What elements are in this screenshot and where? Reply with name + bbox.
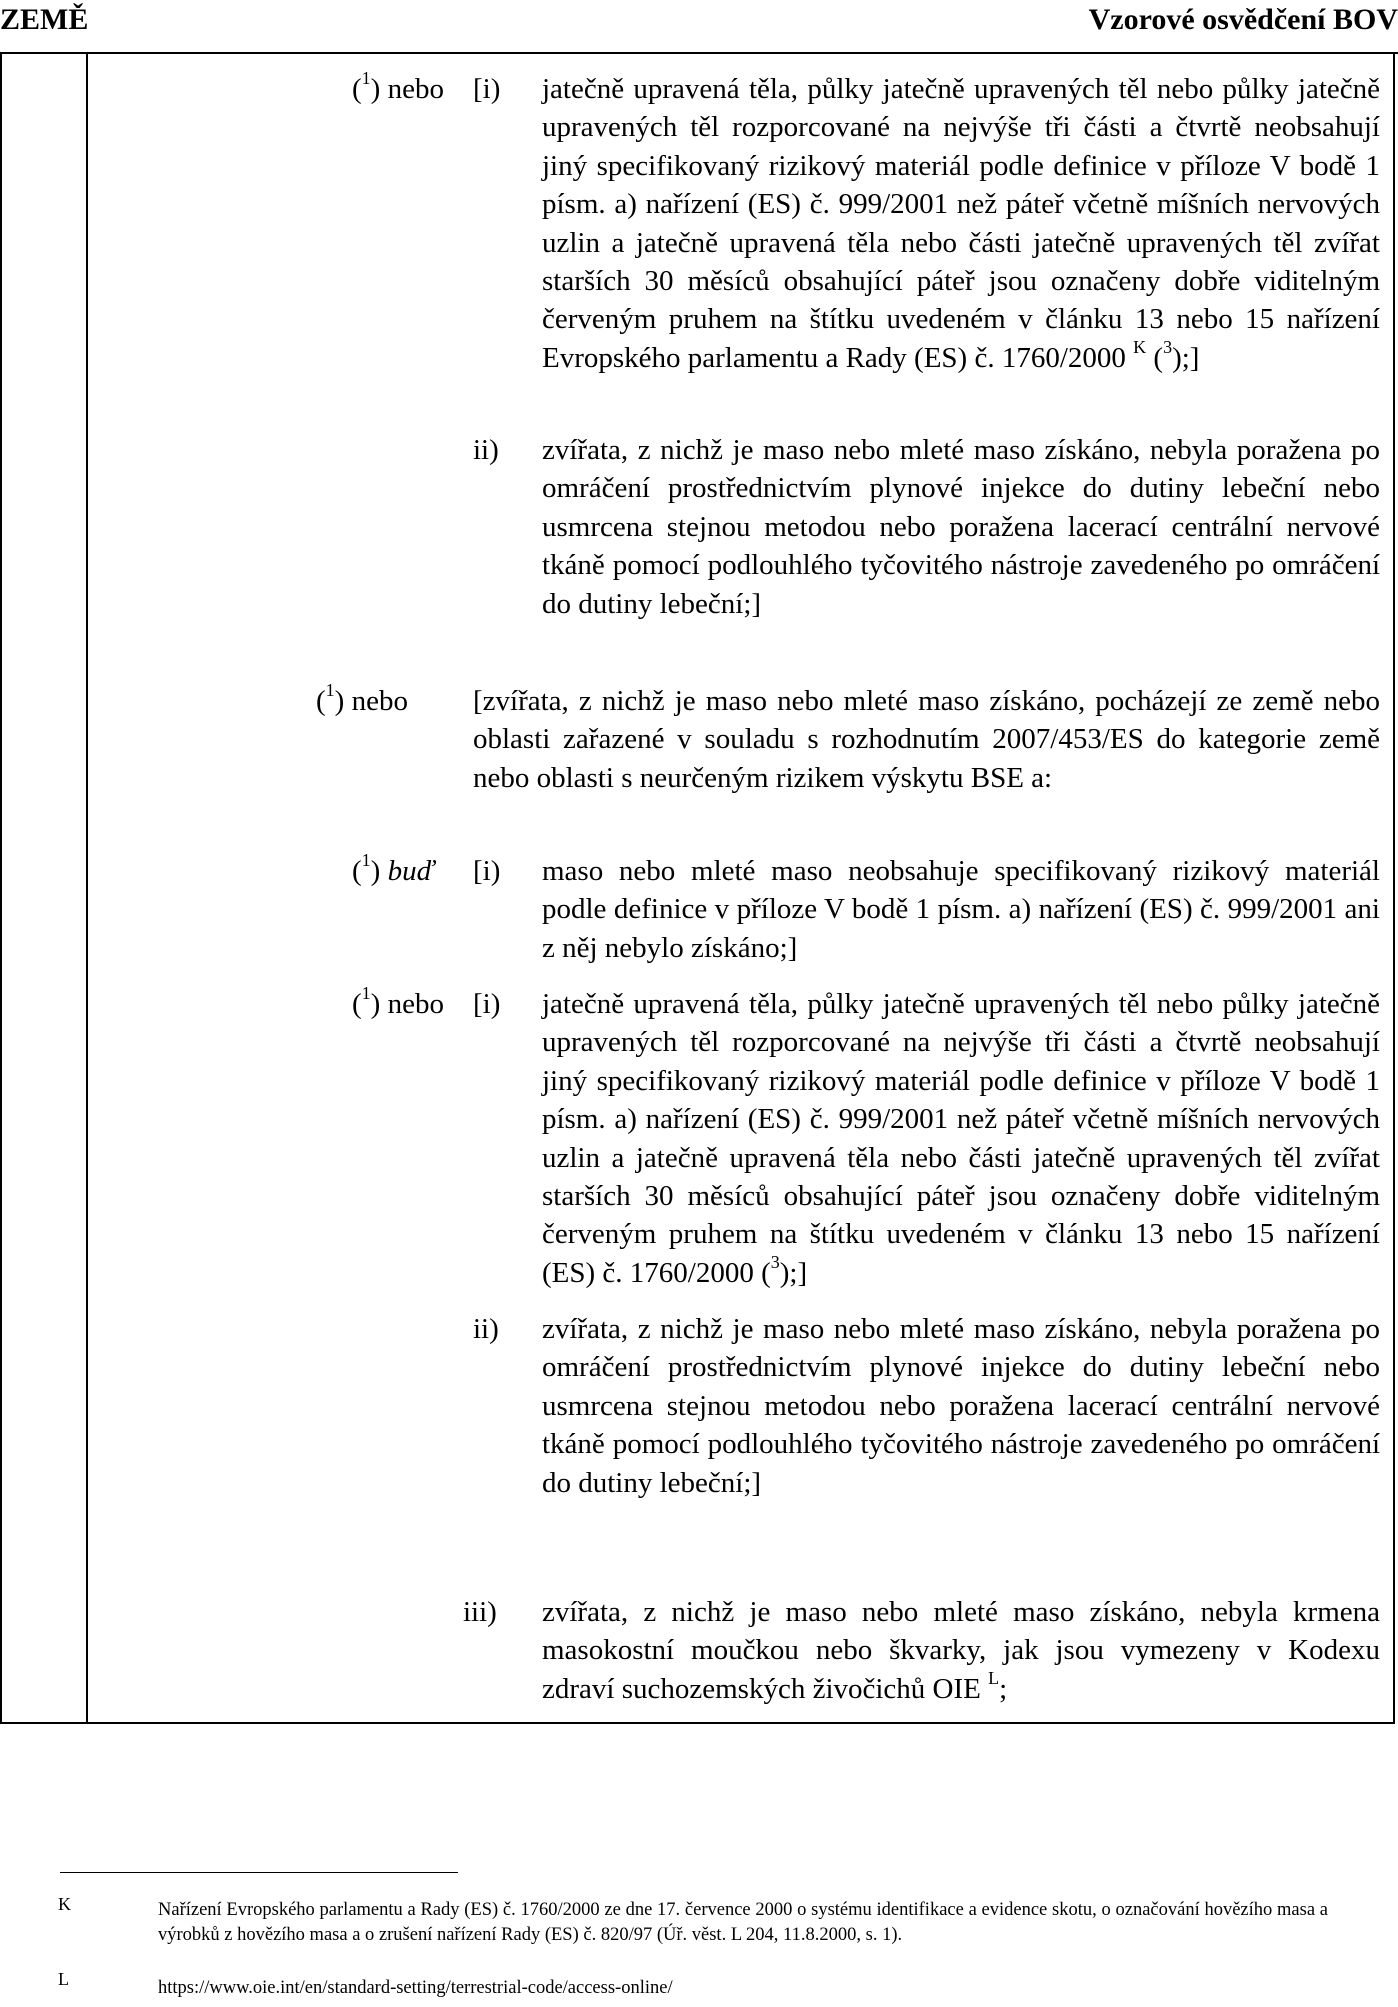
header-country: ZEMĚ bbox=[0, 3, 89, 36]
header-certificate-title: Vzorové osvědčení BOV bbox=[1088, 3, 1398, 36]
footnote-ref-k: K bbox=[1133, 337, 1147, 358]
clause-text: zvířata, z nichž je maso nebo mleté maso získáno, nebyla poražena po omráčení prostřednictvím plynové injekce do dutiny lebeční nebo usmrcena stejnou metodou nebo poražena lacerací centrální nervové tkáně pomocí podlouhlého tyčovitého nástroje zavedeného po omráčení do dutiny lebeční;] bbox=[542, 434, 1380, 620]
footnote-ref: 1 bbox=[361, 68, 371, 89]
footnote-ref: 3 bbox=[1163, 337, 1173, 358]
footnote-link[interactable]: https://www.oie.int/en/standard-setting/terrestrial-code/access-online/ bbox=[158, 1978, 673, 1998]
clause-text: jatečně upravená těla, půlky jatečně upravených těl nebo půlky jatečně upravených těl rozporcované na nejvýše tři části a čtvrtě neobsahují jiný specifikovaný rizikový materiál podle definice v příloze V bodě 1 písm. a) nařízení (ES) č. 999/2001 než páteř včetně míšních nervových uzlin a jatečně upravená těla nebo části jatečně upravených těl zvířat starších 30 měsíců obsahující páteř jsou označeny dobře viditelným červeným pruhem na štítku uvedeném v článku 13 nebo 15 nařízení (ES) č. 1760/2000 ($^3$);] bbox=[542, 988, 1380, 1289]
subpoint-label: ii) bbox=[473, 1313, 499, 1345]
either-label: buď bbox=[387, 855, 435, 887]
subpoint-label: [i) bbox=[473, 855, 501, 887]
option-label: ($^1$) nebo bbox=[352, 68, 444, 105]
footnote-text: Nařízení Evropského parlamentu a Rady (ES) č. 1760/2000 ze dne 17. července 2000 o systému identifikace a evidence skotu, o označování hovězího masa a výrobků z hovězího masa a o zrušení nařízení Rady (ES) č. 820/97 (Úř. věst. L 204, 11.8.2000, s. 1). bbox=[158, 1900, 1328, 1945]
table-column-divider bbox=[86, 54, 88, 1724]
option-label: ($^1$) buď bbox=[352, 850, 435, 887]
footnote-ref: 1 bbox=[325, 680, 335, 701]
clause-text: maso nebo mleté maso neobsahuje specifikovaný rizikový materiál podle definice v příloze V bodě 1 písm. a) nařízení (ES) č. 999/2001 ani z něj nebylo získáno;] bbox=[542, 855, 1380, 964]
clause-text: [zvířata, z nichž je maso nebo mleté maso získáno, pocházejí ze země nebo oblasti zařazené v souladu s rozhodnutím 2007/453/ES do kategorie země nebo oblasti s neurčeným rizikem výskytu BSE a: bbox=[473, 685, 1380, 794]
option-label: ($^1$) nebo bbox=[352, 983, 444, 1020]
footnote-ref: 1 bbox=[361, 983, 371, 1004]
clause-text: zvířata, z nichž je maso nebo mleté maso získáno, nebyla poražena po omráčení prostřednictvím plynové injekce do dutiny lebeční nebo usmrcena stejnou metodou nebo poražena lacerací centrální nervové tkáně pomocí podlouhlého tyčovitého nástroje zavedeného po omráčení do dutiny lebeční;] bbox=[542, 1313, 1380, 1499]
clause-text: jatečně upravená těla, půlky jatečně upravených těl nebo půlky jatečně upravených těl rozporcované na nejvýše tři části a čtvrtě neobsahují jiný specifikovaný rizikový materiál podle definice v příloze V bodě 1 písm. a) nařízení (ES) č. 999/2001 než páteř včetně míšních nervových uzlin a jatečně upravená těla nebo části jatečně upravených těl zvířat starších 30 měsíců obsahující páteř jsou označeny dobře viditelným červeným pruhem na štítku uvedeném v článku 13 nebo 15 nařízení Evropského parlamentu a Rady (ES) č. 1760/2000 $^K$ ($^3$);] bbox=[542, 73, 1380, 374]
footnote-mark: K bbox=[58, 1894, 71, 1914]
footnote-mark: L bbox=[58, 1969, 69, 1989]
subpoint-label: ii) bbox=[473, 434, 499, 466]
footnote-ref: 3 bbox=[770, 1252, 780, 1273]
footnote-ref: 1 bbox=[361, 850, 371, 871]
clause-text: zvířata, z nichž je maso nebo mleté maso získáno, nebyla krmena masokostní moučkou nebo škvarky, jak jsou vymezeny v Kodexu zdraví suchozemských živočichů OIE $^L$; bbox=[542, 1596, 1380, 1705]
subpoint-label: iii) bbox=[463, 1596, 497, 1628]
option-label: ($^1$) nebo bbox=[316, 680, 408, 717]
subpoint-label: [i) bbox=[473, 73, 501, 105]
footnote-ref-l: L bbox=[988, 1668, 1000, 1689]
subpoint-label: [i) bbox=[473, 988, 501, 1020]
footnote-separator bbox=[60, 1872, 458, 1873]
